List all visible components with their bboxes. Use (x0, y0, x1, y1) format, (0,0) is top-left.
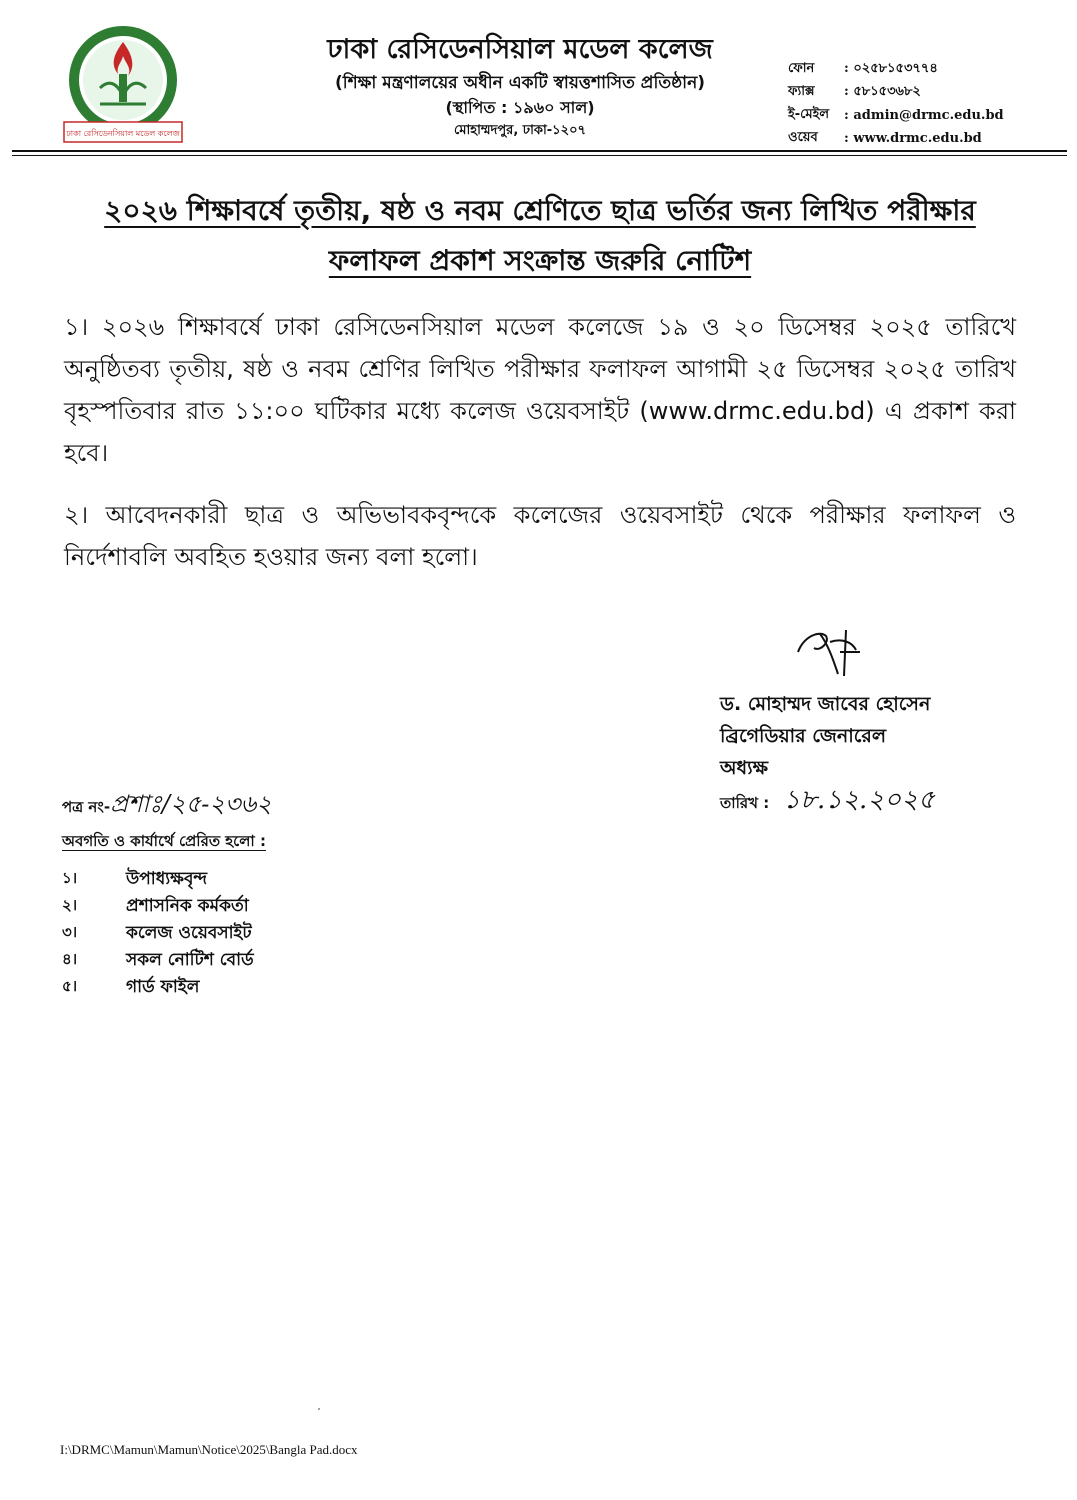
list-item-text: গার্ড ফাইল (126, 976, 200, 997)
contact-fax (788, 81, 1048, 104)
date-value: ১৮.১২.২০২৫ (783, 785, 935, 815)
contact-label: ফ্যাক্স (788, 84, 815, 99)
notice-body (64, 306, 1016, 598)
contact-value: : ৫৮১৫৩৬৮২ (844, 84, 921, 99)
header-divider (12, 150, 1067, 152)
date-label: তারিখ : (720, 794, 770, 812)
contact-phone (788, 58, 1048, 81)
header-divider-thin (12, 155, 1067, 156)
date-row (720, 784, 935, 819)
reference-value: প্রশাঃ/২৫-২৩৬২ (110, 790, 272, 818)
reference-label: পত্র নং- (62, 798, 111, 816)
signatory-name: ড. মোহাম্মদ জাবের হোসেন (720, 693, 931, 715)
list-item-number: ১। (62, 869, 78, 887)
list-item-number: ৫। (62, 977, 78, 995)
list-item (62, 893, 254, 920)
contact-label: ফোন (788, 61, 815, 76)
contact-value: : admin@drmc.edu.bd (844, 108, 1004, 123)
college-address: মোহাম্মদপুর, ঢাকা-১২০৭ (454, 123, 586, 138)
letterhead (270, 30, 770, 142)
college-established: (স্থাপিত : ১৯৬০ সাল) (445, 98, 595, 117)
handwritten-signature (790, 622, 870, 682)
signatory-block (720, 688, 935, 819)
contact-email (788, 104, 1048, 127)
list-item (62, 866, 254, 893)
notice-title (40, 186, 1040, 286)
contact-info (788, 58, 1048, 150)
signatory-designation: অধ্যক্ষ (720, 757, 769, 779)
notice-paragraph-2: ২। আবেদনকারী ছাত্র ও অভিভাবকবৃন্দকে কলেজের ওয়েবসাইট থেকে পরীক্ষার ফলাফল ও নির্দেশাবলি অবহিত হওয়ার জন্য বলা হলো। (64, 501, 1016, 571)
copies-heading: অবগতি ও কার্যার্থে প্রেরিত হলো : (62, 832, 266, 850)
footer-file-path: I:\DRMC\Mamun\Mamun\Notice\2025\Bangla Pad.docx (60, 1442, 358, 1457)
stray-mark (318, 1408, 320, 1410)
signatory-rank: ব্রিগেডিয়ার জেনারেল (720, 725, 887, 747)
college-name: ঢাকা রেসিডেনসিয়াল মডেল কলেজ (327, 34, 713, 65)
college-subtitle: (শিক্ষা মন্ত্রণালয়ের অধীন একটি স্বায়ত্তশাসিত প্রতিষ্ঠান) (334, 73, 706, 93)
college-logo (60, 22, 186, 148)
notice-title-line1: ২০২৬ শিক্ষাবর্ষে তৃতীয়, ষষ্ঠ ও নবম শ্রেণিতে ছাত্র ভর্তির জন্য লিখিত পরীক্ষার (104, 194, 976, 227)
list-item (62, 947, 254, 974)
contact-web (788, 127, 1048, 150)
notice-paragraph-1: ১। ২০২৬ শিক্ষাবর্ষে ঢাকা রেসিডেনসিয়াল মডেল কলেজে ১৯ ও ২০ ডিসেম্বর ২০২৫ তারিখে অনুষ্ঠিতব্য তৃতীয়, ষষ্ঠ ও নবম শ্রেণির লিখিত পরীক্ষার ফলাফল আগামী ২৫ ডিসেম্বর ২০২৫ তারিখ বৃহস্পতিবার রাত ১১:০০ ঘটিকার মধ্যে কলেজ ওয়েবসাইট (www.drmc.edu.bd) এ প্রকাশ করা হবে। (64, 313, 1016, 467)
list-item-number: ২। (62, 896, 78, 914)
list-item-text: উপাধ্যক্ষবৃন্দ (126, 868, 208, 889)
copies-list (62, 866, 254, 1001)
contact-label: ই-মেইল (788, 107, 830, 122)
notice-title-line2: ফলাফল প্রকাশ সংক্রান্ত জরুরি নোটিশ (328, 244, 752, 277)
reference-number (62, 786, 272, 826)
contact-value: : www.drmc.edu.bd (844, 131, 982, 146)
logo-banner-text: ঢাকা রেসিডেনসিয়াল মডেল কলেজ (66, 129, 180, 138)
list-item (62, 974, 254, 1001)
list-item-number: ৩। (62, 923, 78, 941)
contact-label: ওয়েব (788, 130, 818, 145)
list-item-text: সকল নোটিশ বোর্ড (126, 949, 254, 970)
list-item-number: ৪। (62, 950, 78, 968)
list-item (62, 920, 254, 947)
list-item-text: প্রশাসনিক কর্মকর্তা (126, 895, 249, 916)
list-item-text: কলেজ ওয়েবসাইট (126, 922, 252, 943)
contact-value: : ০২৫৮১৫৩৭৭৪ (844, 61, 938, 76)
